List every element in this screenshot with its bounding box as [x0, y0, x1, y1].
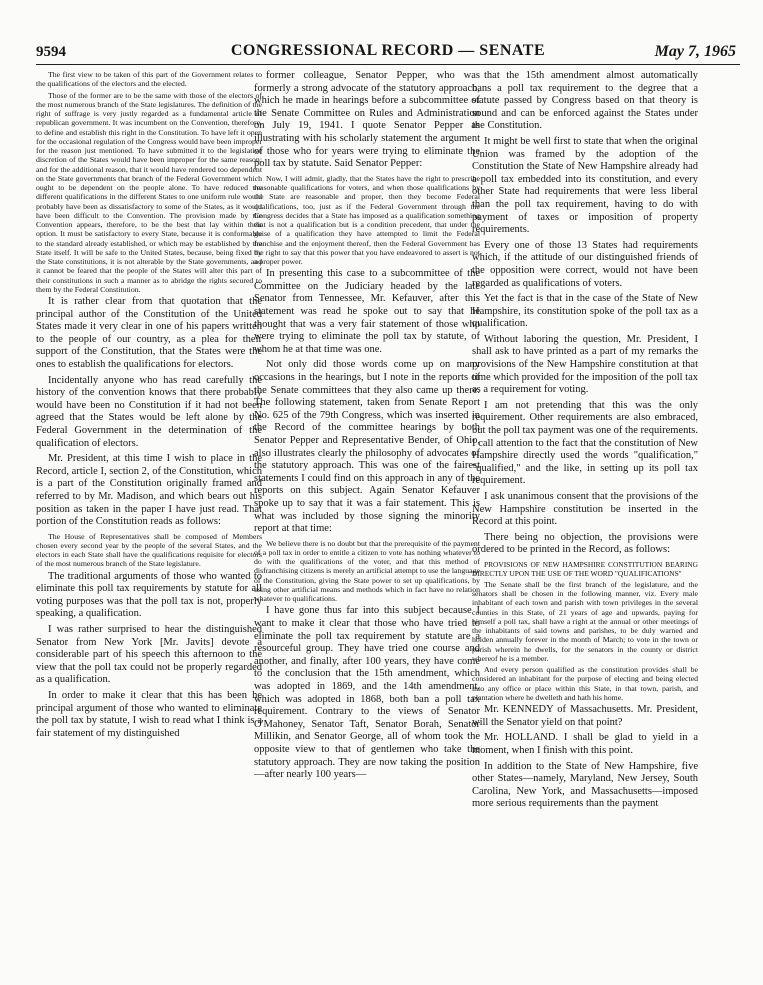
paragraph: It might be well first to state that when the original Union was framed by the adoption of the Constitution the State of New Hampshire already had a poll tax embedded into its constitution, and every other State had requirements that were less liberal than the poll tax requirement, having to do with payment of taxes or imposition of property requirements. — [472, 135, 698, 236]
paragraph: Mr. HOLLAND. I shall be glad to yield in a moment, when I finish with this point. — [472, 732, 698, 756]
paragraph: And every person qualified as the constitution provides shall be considered an inhabitant for the purpose of electing and being elected into any office or place within this State, in that town, parish, and plantation where he dwelleth and hath his home. — [472, 665, 698, 702]
publication-title: CONGRESSIONAL RECORD — SENATE — [230, 42, 546, 59]
paragraph: In order to make it clear that this has been he principal argument of those who wanted to eliminate the poll tax by statute, I wish to read what I think is a fair statement of my distinguished — [36, 690, 262, 739]
paragraph: Mr. KENNEDY of Massachusetts. Mr. President, will the Senator yield on that point? — [472, 704, 698, 728]
constitution-quote — [36, 532, 262, 569]
new-hampshire-provisions — [472, 560, 698, 702]
paragraph: Mr. President, at this time I wish to place in the Record, article I, section 2, of the Constitution, which is a part of the Constitution originally framed and referred to by Mr. Madison, and which bears out his position as taken in the paper I have just read. That portion of the Constitution reads as follows: — [36, 453, 262, 528]
page-number: 9594 — [36, 44, 66, 60]
paragraph: The House of Representatives shall be composed of Members chosen every second year by the people of the several States, and the electors in each State shall have the qualifications requisite for electors of the most numerous branch of the State legislature. — [36, 531, 262, 569]
paragraph: that the 15th amendment almost automatically bans a poll tax requirement to the degree that a statute passed by Congress based on that theory is sound and can be enforced against the States under the Constitution. — [472, 70, 698, 132]
paragraph: Not only did those words come up on many occasions in the hearings, but I note in the reports of the Senate committees that they also came up there. The following statement, taken from Senate Report No. 625 of the 79th Congress, which was inserted in the Record of the committee hearings by both Senator Pepper and Representative Bender, of Ohio, also illustrates clearly the philosophy of advocates of the statutory approach. This was one of the fairest statements I could find on this approach in any of the reports on this subject. Again Senator Kefauver spoke up to say that it was a fair statement. This is what was included by those signing the minority report at that time: — [254, 359, 480, 535]
paragraph: I was rather surprised to hear the distinguished Senator from New York [Mr. Javits] devote a considerable part of his speech this afternoon to the view that the poll tax could not be properly regarded as a qualification. — [36, 624, 262, 686]
paragraph: I am not pretending that this was the only requirement. Other requirements are also embraced, but the poll tax payment was one of the requirements. I call attention to the fact that the constitution of New Hampshire directly used the words "qualification," "qualified," and the like, in setting up its poll tax requirement. — [472, 399, 698, 487]
paragraph: Those of the former are to be the same with those of the electors of the most numerous branch of the State legislatures. The definition of the right of suffrage is very justly regarded as a fundamental article of republican government. It was incumbent on the Convention, therefore, to define and establish this right in the Constitution. To have left it open for the occasional regulation of the Congress would have been improper for the reason just mentioned. To have submitted it to the legislative discretion of the States would have been improper for the same reason; and for the additional reason, that it would have rendered too dependent on the State governments that branch of the Federal Government which ought to be dependent on the people alone. To have reduced the different qualifications in the different States to one uniform rule would probably have been as dissatisfactory to some of the States, as it would have been difficult to the Convention. The provision made by the Convention appears, therefore, to be the best that lay within their option. It must be satisfactory to every State, because it is conformable to the standard already established, or which may be established by the State itself. It will be safe to the United States, because, being fixed by the State constitutions, it is not alterable by the State governments, and it cannot be feared that the people of the States will alter this part of their constitutions in such a manner as to abridge the rights secured to them by the Federal Constitution. — [36, 90, 262, 294]
minority-report-quote — [254, 539, 480, 604]
column-1 — [36, 70, 262, 975]
paragraph: former colleague, Senator Pepper, who was formerly a strong advocate of the statutory approach, which he made in hearings before a subcommittee of the Senate Committee on Rules and Administration on July 19, 1941. I quote Senator Pepper as illustrating with his scholarly statement the argument of those who for years were trying to eliminate the poll tax by statute. Said Senator Pepper: — [254, 70, 480, 170]
issue-date: May 7, 1965 — [654, 43, 736, 60]
paragraph: I ask unanimous consent that the provisions of the New Hampshire constitution be inserted in the Record at this point. — [472, 491, 698, 528]
paragraph: The traditional arguments of those who wanted to eliminate this poll tax requirements by statute for all voting purposes was that the poll tax is not, properly speaking, a qualification. — [36, 570, 262, 620]
paragraph: Now, I will admit, gladly, that the States have the right to prescribe reasonable qualifications for voters, and when those qualifications by the State are reasonable and proper, then they become Federal qualifications, too, just as if the Federal Government through the Congress decides that a State has imposed as a qualification something that is not a qualification but is a condition precedent, that under the guise of a qualification they have attempted to limit the Federal franchise and the enjoyment thereof, then the Federal Government has the right to say that this power that you have endeavored to assert is not a proper power. — [254, 173, 480, 266]
paragraph: Incidentally anyone who has read carefully the history of the convention knows that there probably would have been no Constitution if it had not been agreed that the States would be left alone by the Federal Government in the determination of the qualification of electors. — [36, 374, 262, 449]
paragraph: In addition to the State of New Hampshire, five other States—namely, Maryland, New Jersey, South Carolina, New York, and Massachusetts—imposed more serious requirements than the payment — [472, 760, 698, 810]
paragraph: Without laboring the question, Mr. President, I shall ask to have printed as a part of my remarks the provisions of the New Hampshire constitution at that time which provided for the imposition of the poll tax as a requirement for voting. — [472, 333, 698, 396]
paragraph: There being no objection, the provisions were ordered to be printed in the Record, as follows: — [472, 531, 698, 556]
paragraph: We believe there is no doubt but that the prerequisite of the payment of a poll tax in order to entitle a citizen to vote has nothing whatever to do with the qualifications of the voter, and that this method of disfranchising citizens is merely an artificial attempt to use the language of the Constitution, giving the State power to set up qualifications, by using other artificial means and methods which in fact have no relation whatever to qualifications. — [254, 538, 480, 604]
column-3 — [472, 70, 698, 975]
pepper-quote — [254, 174, 480, 267]
paragraph: It is rather clear from that quotation that the principal author of the Constitution of the United States made it very clear in one of his papers written to the people of our country, as a plea for their support of the Constitution, that the States were the ones to establish the qualifications for electors. — [36, 296, 262, 370]
paragraph: Yet the fact is that in the case of the State of New Hampshire, its constitution spoke of the poll tax as a qualification. — [472, 293, 698, 330]
opening-quotation — [36, 70, 262, 294]
paragraph: I have gone thus far into this subject because I want to make it clear that those who have tried to eliminate the poll tax requirement by statute are a resourceful group. They have tried one course and another, and finally, after 100 years, they have come to the conclusion that the 15th amendment, which was adopted in 1869, and the 14th amendment, which was adopted in 1868, both ban a poll tax requirement. Contrary to the views of Senator O'Mahoney, Senator Taft, Senator Borah, Senator Millikin, and Senator George, all of whom took the opposite view to that of gentlemen who take the statutory approach. They are now taking the position—after nearly 100 years— — [254, 605, 480, 781]
paragraph: Every one of those 13 States had requirements which, if the attitude of our distinguished friends of the opposition were correct, would not have been regarded as qualifications of voters. — [472, 239, 698, 289]
column-2 — [254, 70, 480, 975]
page-header — [36, 40, 740, 65]
provisions-title: PROVISIONS OF NEW HAMPSHIRE CONSTITUTION BEARING DIRECTLY UPON THE USE OF THE WORD "QUALIFICATIONS" — [472, 559, 698, 578]
paragraph: The Senate shall be the first branch of the legislature, and the senators shall be chosen in the following manner, viz. Every male inhabitant of each town and parish with town privileges in the several counties in this State, of 21 years of age and upwards, paying for himself a poll tax, shall have a right at the annual or other meetings of the inhabitants of said towns and parishes, to be duly warned and holden annually forever in the month of March; to vote in the town or parish wherein he dwells, for the senators in the county or district whereof he is a member. — [472, 579, 698, 663]
paragraph: The first view to be taken of this part of the Government relates to the qualifications of the electors and the elected. — [36, 70, 262, 89]
paragraph: In presenting this case to a subcommittee of the Committee on the Judiciary headed by the late Senator from Tennessee, Mr. Kefauver, after this statement was read he spoke out to say that he thought that was a very fair statement of those who were trying to eliminate the poll tax by statute, of whom he at that time was one. — [254, 268, 480, 355]
